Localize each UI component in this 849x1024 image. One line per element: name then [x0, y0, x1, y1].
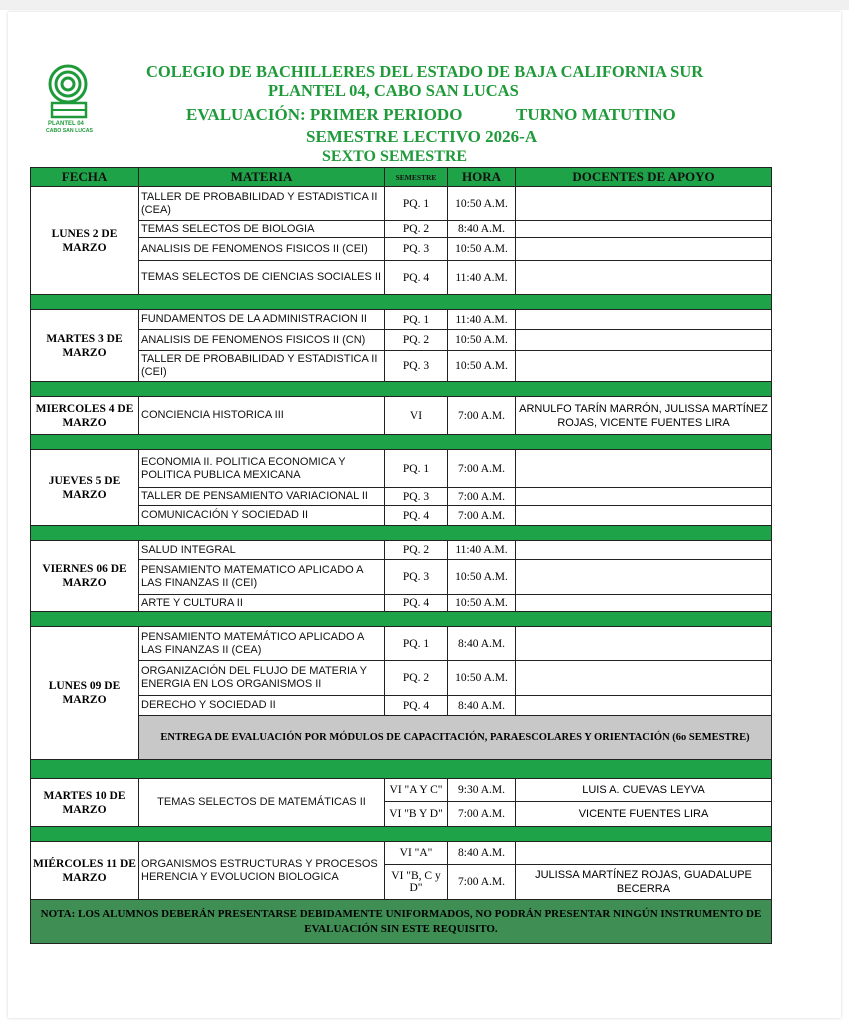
group-cell: PQ. 4	[385, 261, 448, 295]
teachers-cell	[516, 627, 772, 661]
teachers-cell	[516, 187, 772, 221]
teachers-cell	[516, 696, 772, 716]
separator-row	[31, 295, 772, 310]
separator-row	[31, 435, 772, 450]
teachers-cell	[516, 661, 772, 696]
time-cell: 10:50 A.M.	[448, 560, 516, 595]
separator-row	[31, 760, 772, 779]
time-cell: 11:40 A.M.	[448, 541, 516, 560]
col-hora: HORA	[448, 168, 516, 187]
group-cell: PQ. 2	[385, 330, 448, 351]
time-cell: 7:00 A.M.	[448, 450, 516, 488]
time-cell: 9:30 A.M.	[448, 779, 516, 802]
logo-text-1: PLANTEL 04	[48, 121, 84, 127]
col-materia: MATERIA	[139, 168, 385, 187]
subject-cell: TALLER DE PENSAMIENTO VARIACIONAL II	[139, 488, 385, 506]
date-cell: MARTES 3 DE MARZO	[31, 310, 139, 382]
subject-cell: PENSAMIENTO MATEMATICO APLICADO A LAS FINANZAS II (CEI)	[139, 560, 385, 595]
group-cell: PQ. 2	[385, 661, 448, 696]
group-cell: PQ. 4	[385, 595, 448, 612]
subject-cell: ARTE Y CULTURA II	[139, 595, 385, 612]
time-cell: 10:50 A.M.	[448, 187, 516, 221]
group-cell: VI "A"	[385, 842, 448, 865]
teachers-cell: LUIS A. CUEVAS LEYVA	[516, 779, 772, 802]
subject-cell: TALLER DE PROBABILIDAD Y ESTADISTICA II (CEI)	[139, 351, 385, 382]
group-cell: PQ. 3	[385, 238, 448, 261]
date-cell: MIERCOLES 4 DE MARZO	[31, 397, 139, 435]
table-row	[31, 627, 772, 661]
group-cell: VI "B Y D"	[385, 802, 448, 827]
school-name: COLEGIO DE BACHILLERES DEL ESTADO DE BAJA CALIFORNIA SUR	[146, 62, 704, 81]
separator-row	[31, 382, 772, 397]
subject-cell: TEMAS SELECTOS DE MATEMÁTICAS II	[139, 779, 385, 827]
time-cell: 8:40 A.M.	[448, 696, 516, 716]
separator-row	[31, 827, 772, 842]
time-cell: 11:40 A.M.	[448, 261, 516, 295]
table-row	[31, 397, 772, 435]
subject-cell: DERECHO Y SOCIEDAD II	[139, 696, 385, 716]
time-cell: 10:50 A.M.	[448, 330, 516, 351]
top-strip	[0, 0, 849, 10]
table-row	[31, 506, 772, 526]
group-cell: PQ. 1	[385, 450, 448, 488]
subject-cell: ECONOMIA II. POLITICA ECONOMICA Y POLITICA PUBLICA MEXICANA	[139, 450, 385, 488]
teachers-cell	[516, 238, 772, 261]
col-docentes: DOCENTES DE APOYO	[516, 168, 772, 187]
teachers-cell: ARNULFO TARÍN MARRÓN, JULISSA MARTÍNEZ ROJAS, VICENTE FUENTES LIRA	[516, 397, 772, 435]
time-cell: 8:40 A.M.	[448, 842, 516, 865]
date-cell: LUNES 2 DE MARZO	[31, 187, 139, 295]
shift: TURNO MATUTINO	[516, 105, 676, 124]
date-cell: LUNES 09 DE MARZO	[31, 627, 139, 760]
time-cell: 8:40 A.M.	[448, 221, 516, 238]
subject-cell: ANALISIS DE FENOMENOS FISICOS II (CEI)	[139, 238, 385, 261]
separator-row	[31, 612, 772, 627]
teachers-cell	[516, 488, 772, 506]
subject-cell: SALUD INTEGRAL	[139, 541, 385, 560]
subject-cell: TEMAS SELECTOS DE CIENCIAS SOCIALES II	[139, 261, 385, 295]
teachers-cell	[516, 310, 772, 330]
group-cell: PQ. 3	[385, 560, 448, 595]
date-cell: MARTES 10 DE MARZO	[31, 779, 139, 827]
evaluation-period: EVALUACIÓN: PRIMER PERIODO	[186, 105, 463, 124]
group-cell: PQ. 1	[385, 187, 448, 221]
table-row	[31, 595, 772, 612]
subject-cell: FUNDAMENTOS DE LA ADMINISTRACION II	[139, 310, 385, 330]
table-row	[31, 310, 772, 330]
table-row	[31, 716, 772, 760]
table-row	[31, 541, 772, 560]
subject-cell: PENSAMIENTO MATEMÁTICO APLICADO A LAS FINANZAS II (CEA)	[139, 627, 385, 661]
table-row	[31, 450, 772, 488]
separator-row	[31, 526, 772, 541]
time-cell: 7:00 A.M.	[448, 865, 516, 900]
uniform-note: NOTA: LOS ALUMNOS DEBERÁN PRESENTARSE DEBIDAMENTE UNIFORMADOS, NO PODRÁN PRESENTAR NINGÚN INSTRUMENTO DE EVALUACIÓN SIN ESTE REQUISITO.	[31, 900, 772, 944]
subject-cell: CONCIENCIA HISTORICA III	[139, 397, 385, 435]
teachers-cell	[516, 595, 772, 612]
group-cell: VI "A Y C"	[385, 779, 448, 802]
group-cell: PQ. 2	[385, 221, 448, 238]
col-fecha: FECHA	[31, 168, 139, 187]
table-row	[31, 488, 772, 506]
teachers-cell	[516, 450, 772, 488]
table-row	[31, 221, 772, 238]
teachers-cell: JULISSA MARTÍNEZ ROJAS, GUADALUPE BECERRA	[516, 865, 772, 900]
time-cell: 10:50 A.M.	[448, 351, 516, 382]
time-cell: 7:00 A.M.	[448, 397, 516, 435]
time-cell: 10:50 A.M.	[448, 238, 516, 261]
teachers-cell	[516, 221, 772, 238]
subject-cell: TEMAS SELECTOS DE BIOLOGIA	[139, 221, 385, 238]
subject-cell: TALLER DE PROBABILIDAD Y ESTADISTICA II (CEA)	[139, 187, 385, 221]
delivery-notice: ENTREGA DE EVALUACIÓN POR MÓDULOS DE CAPACITACIÓN, PARAESCOLARES Y ORIENTACIÓN (6o SEMESTRE)	[139, 716, 772, 760]
date-cell: JUEVES 5 DE MARZO	[31, 450, 139, 526]
time-cell: 7:00 A.M.	[448, 488, 516, 506]
table-row	[31, 187, 772, 221]
table-row	[31, 779, 772, 802]
spiral-icon	[50, 66, 86, 102]
semester-label: SEXTO SEMESTRE	[322, 148, 468, 165]
time-cell: 8:40 A.M.	[448, 627, 516, 661]
group-cell: PQ. 3	[385, 488, 448, 506]
table-row	[31, 842, 772, 865]
cobach-logo	[44, 58, 106, 138]
teachers-cell	[516, 506, 772, 526]
group-cell: VI "B, C y D"	[385, 865, 448, 900]
group-cell: PQ. 4	[385, 696, 448, 716]
subject-cell: ORGANIZACIÓN DEL FLUJO DE MATERIA Y ENERGIA EN LOS ORGANISMOS II	[139, 661, 385, 696]
subject-cell: ORGANISMOS ESTRUCTURAS Y PROCESOS HERENCIA Y EVOLUCION BIOLOGICA	[139, 842, 385, 900]
teachers-cell	[516, 330, 772, 351]
table-row	[31, 696, 772, 716]
table-row	[31, 330, 772, 351]
group-cell: PQ. 4	[385, 506, 448, 526]
time-cell: 10:50 A.M.	[448, 595, 516, 612]
group-cell: PQ. 1	[385, 310, 448, 330]
teachers-cell: VICENTE FUENTES LIRA	[516, 802, 772, 827]
group-cell: PQ. 1	[385, 627, 448, 661]
subject-cell: COMUNICACIÓN Y SOCIEDAD II	[139, 506, 385, 526]
table-row	[31, 261, 772, 295]
teachers-cell	[516, 351, 772, 382]
exam-schedule-table	[30, 167, 772, 944]
teachers-cell	[516, 261, 772, 295]
subject-cell: ANALISIS DE FENOMENOS FISICOS II (CN)	[139, 330, 385, 351]
table-row	[31, 560, 772, 595]
table-row	[31, 238, 772, 261]
table-header-row	[31, 168, 772, 187]
time-cell: 10:50 A.M.	[448, 661, 516, 696]
teachers-cell	[516, 842, 772, 865]
table-row	[31, 900, 772, 944]
logo-text-2: CABO SAN LUCAS	[46, 128, 93, 134]
date-cell: VIERNES 06 DE MARZO	[31, 541, 139, 612]
col-semestre: SEMESTRE	[385, 168, 448, 187]
campus-name: PLANTEL 04, CABO SAN LUCAS	[268, 81, 519, 100]
table-row	[31, 661, 772, 696]
group-cell: PQ. 2	[385, 541, 448, 560]
time-cell: 7:00 A.M.	[448, 506, 516, 526]
time-cell: 11:40 A.M.	[448, 310, 516, 330]
group-cell: PQ. 3	[385, 351, 448, 382]
teachers-cell	[516, 560, 772, 595]
time-cell: 7:00 A.M.	[448, 802, 516, 827]
group-cell: VI	[385, 397, 448, 435]
teachers-cell	[516, 541, 772, 560]
date-cell: MIÉRCOLES 11 DE MARZO	[31, 842, 139, 900]
school-term: SEMESTRE LECTIVO 2026-A	[306, 127, 538, 146]
table-row	[31, 351, 772, 382]
